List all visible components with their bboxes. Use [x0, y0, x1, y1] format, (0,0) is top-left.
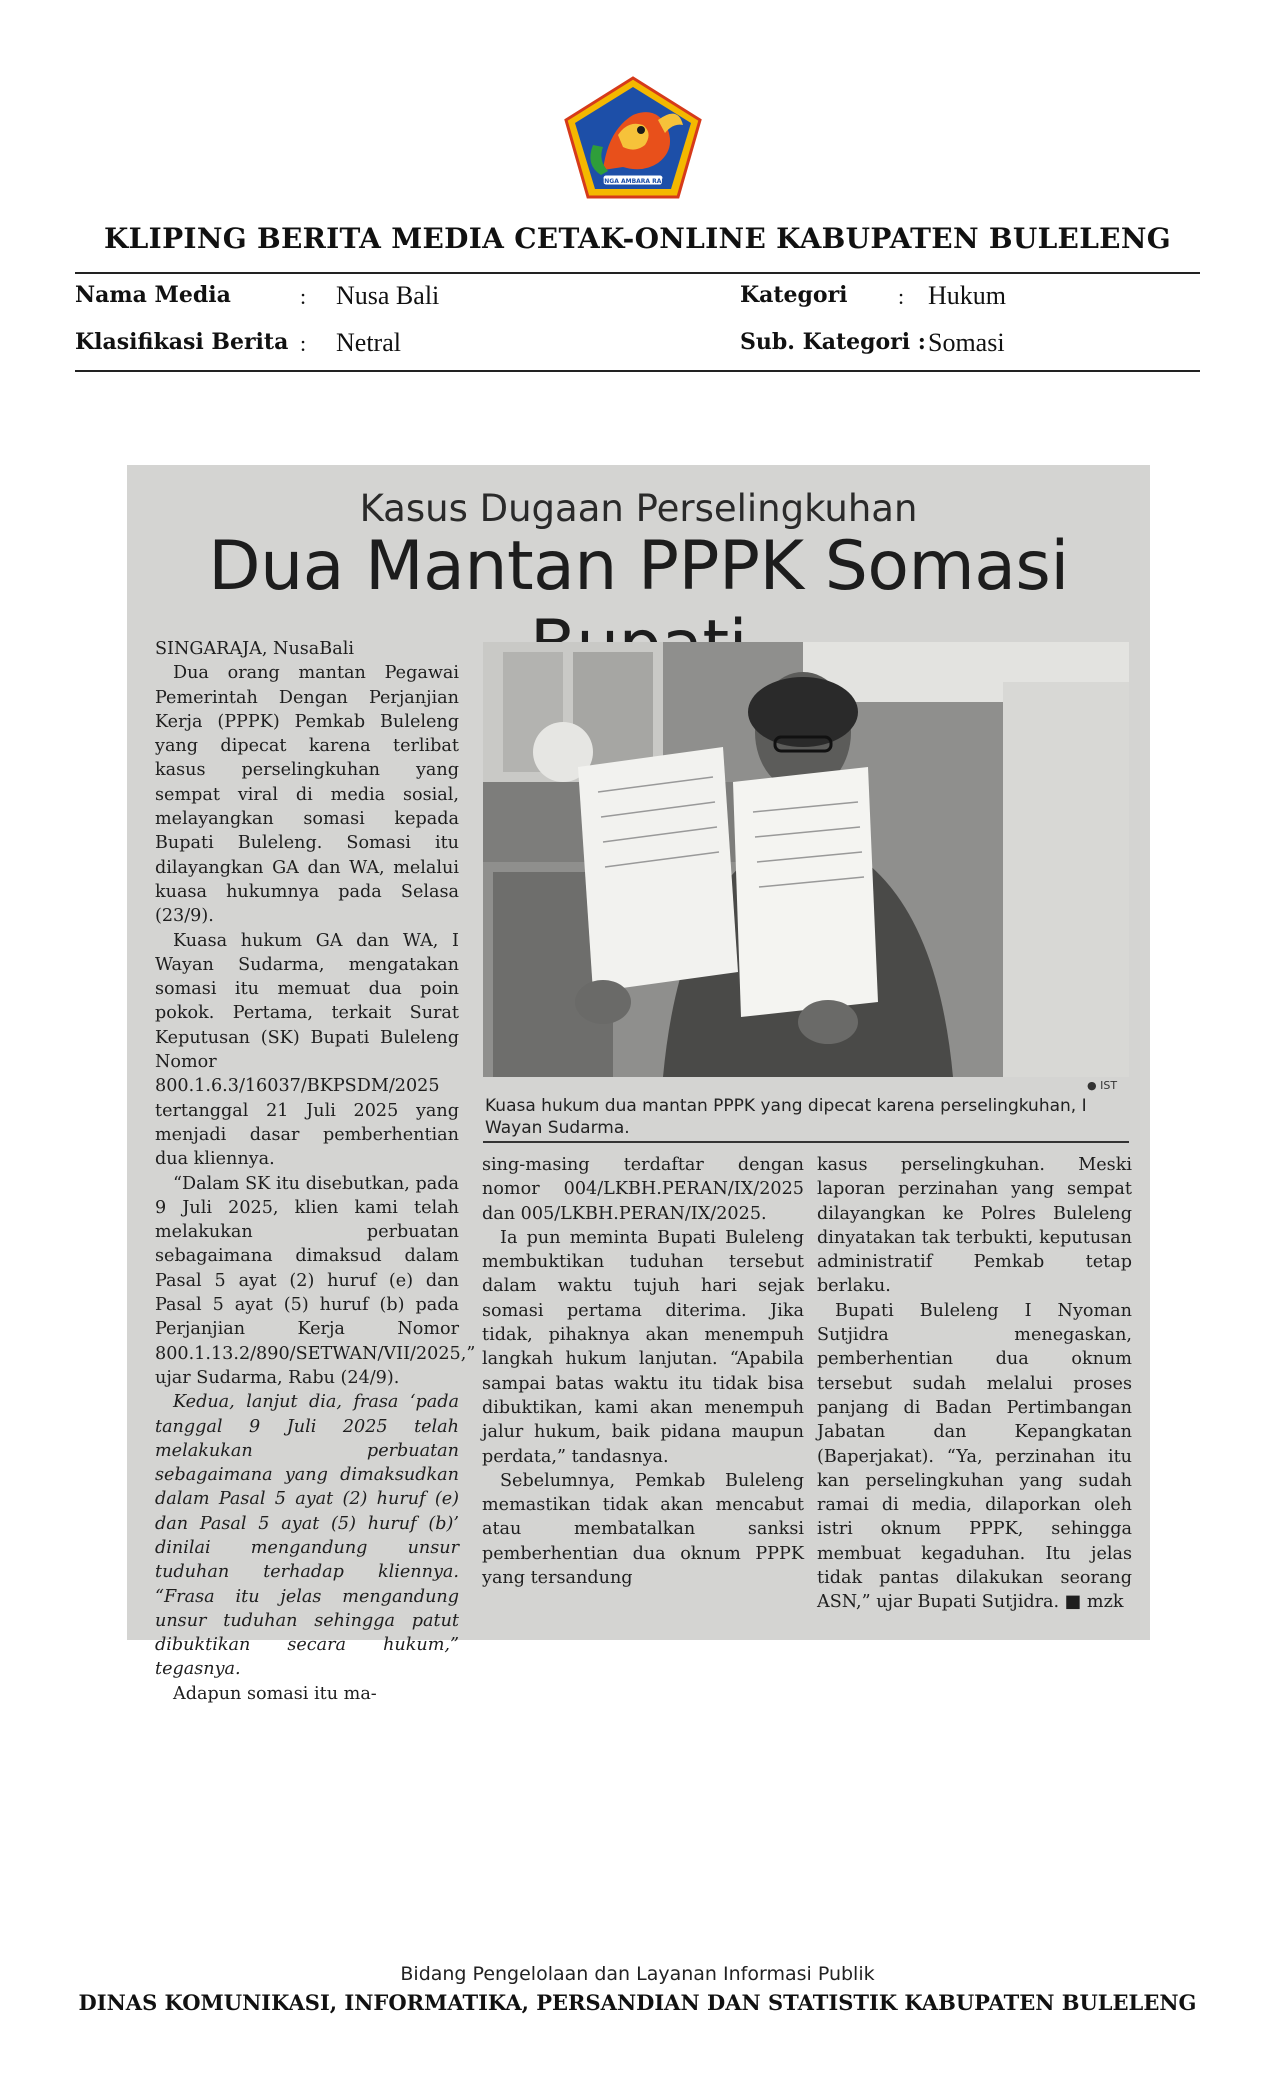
document-title: KLIPING BERITA MEDIA CETAK-ONLINE KABUPATEN BULELENG [104, 222, 1171, 255]
media-name-label: Nama Media [75, 282, 231, 308]
photo-credit: ● IST [1087, 1079, 1118, 1092]
article-dateline: SINGARAJA, NusaBali [155, 639, 354, 659]
subcategory-value: Somasi [928, 328, 1005, 357]
caption-divider [483, 1141, 1129, 1143]
article-photo [483, 642, 1129, 1077]
svg-text:SINGA AMBARA RAJA: SINGA AMBARA RAJA [597, 178, 669, 185]
category-label: Kategori [740, 282, 848, 308]
article-paragraph: Adapun somasi itu ma- [173, 1683, 377, 1704]
article-paragraph: “Dalam SK itu disebutkan, pada 9 Juli 2025, klien kami telah melakukan perbuatan sebagaimana dimaksud dalam Pasal 5 ayat (2) huruf (e) dan Pasal 5 ayat (5) huruf (b) pada Perjanjian Kerja Nomor 800.1.13.2/890/SETWAN/VII/2025,” ujar Sudarma, Rabu (24/9). [155, 1173, 476, 1388]
footer-agency: DINAS KOMUNIKASI, INFORMATIKA, PERSANDIAN DAN STATISTIK KABUPATEN BULELENG [78, 1990, 1197, 2015]
article-paragraph: Ia pun meminta Bupati Buleleng membuktikan tuduhan tersebut dalam waktu tujuh hari sejak somasi pertama diterima. Jika tidak, pihaknya akan menempuh langkah hukum lanjutan. “Apabila sampai batas waktu itu tidak bisa dibuktikan, kami akan menempuh jalur hukum, baik pidana maupun perdata,” tandasnya. [482, 1227, 804, 1467]
article-column-2 [482, 1153, 804, 1590]
article-paragraph: Dua orang mantan Pegawai Pemerintah Dengan Perjanjian Kerja (PPPK) Pemkab Buleleng yang dipecat karena terlibat kasus perselingkuhan yang sempat viral di media sosial, melayangkan somasi kepada Bupati Buleleng. Somasi itu dilayangkan GA dan WA, melalui kuasa hukumnya pada Selasa (23/9). [155, 663, 459, 927]
article-column-3 [817, 1153, 1132, 1615]
newspaper-clipping [127, 465, 1150, 1704]
article-paragraph: Kuasa hukum GA dan WA, I Wayan Sudarma, mengatakan somasi itu memuat dua poin pokok. Pertama, terkait Surat Keputusan (SK) Bupati Buleleng Nomor 800.1.6.3/16037/BKPSDM/2025 tertanggal 21 Juli 2025 yang menjadi dasar pemberhentian dua kliennya. [155, 930, 459, 1170]
header-divider-bottom [75, 370, 1200, 372]
classification-label: Klasifikasi Berita [75, 329, 289, 355]
media-name-colon: : [300, 284, 307, 309]
subcategory-label: Sub. Kategori : [740, 329, 926, 355]
article-headline: Dua Mantan PPPK Somasi [208, 527, 1069, 606]
photo-caption: Kuasa hukum dua mantan PPPK yang dipecat karena perselingkuhan, I Wayan Sudarma. [485, 1096, 1087, 1138]
article-paragraph: Sebelumnya, Pemkab Buleleng memastikan tidak akan mencabut atau membatalkan sanksi pemberhentian dua oknum PPPK yang tersandung [482, 1470, 804, 1589]
header-divider-top [75, 272, 1200, 274]
article-paragraph: sing-masing terdaftar dengan nomor 004/LKBH.PERAN/IX/2025 dan 005/LKBH.PERAN/IX/2025. [482, 1155, 804, 1224]
category-colon: : [898, 284, 905, 309]
footer-department: Bidang Pengelolaan dan Layanan Informasi Publik [400, 1963, 875, 1985]
article-paragraph: Kedua, lanjut dia, frasa ‘pada tanggal 9 Juli 2025 telah melakukan perbuatan sebagaimana yang dimaksudkan dalam Pasal 5 ayat (2) huruf (e) dan Pasal 5 ayat (5) huruf (b)’ dinilai mengandung unsur tuduhan terhadap kliennya. “Frasa itu jelas mengandung unsur tuduhan sehingga patut dibuktikan secara hukum,” tegasnya. [155, 1392, 459, 1680]
article-overline: Kasus Dugaan Perselingkuhan [359, 487, 918, 530]
article-paragraph: Bupati Buleleng I Nyoman Sutjidra menegaskan, pemberhentian dua oknum tersebut sudah melalui proses panjang di Badan Pertimbangan Jabatan dan Kepangkatan (Baperjakat). “Ya, perzinahan itu kan perselingkuhan yang sudah ramai di media, dilaporkan oleh istri oknum PPPK, sehingga membuat kegaduhan. Itu jelas tidak pantas dilakukan seorang ASN,” ujar Bupati Sutjidra. ■ mzk [817, 1300, 1132, 1613]
article-column-1 [155, 637, 476, 1706]
classification-value: Netral [336, 328, 401, 357]
article-paragraph: kasus perselingkuhan. Meski laporan perzinahan yang sempat dilayangkan ke Polres Buleleng dinyatakan tak terbukti, keputusan administratif Pemkab tetap berlaku. [817, 1155, 1132, 1297]
media-name-value: Nusa Bali [336, 281, 440, 310]
classification-colon: : [300, 331, 307, 356]
category-value: Hukum [928, 281, 1006, 310]
photo-lawyer-holding-documents-icon [483, 642, 1129, 1077]
singa-ambara-raja-emblem-icon [563, 75, 703, 200]
regency-emblem-logo [563, 75, 703, 200]
